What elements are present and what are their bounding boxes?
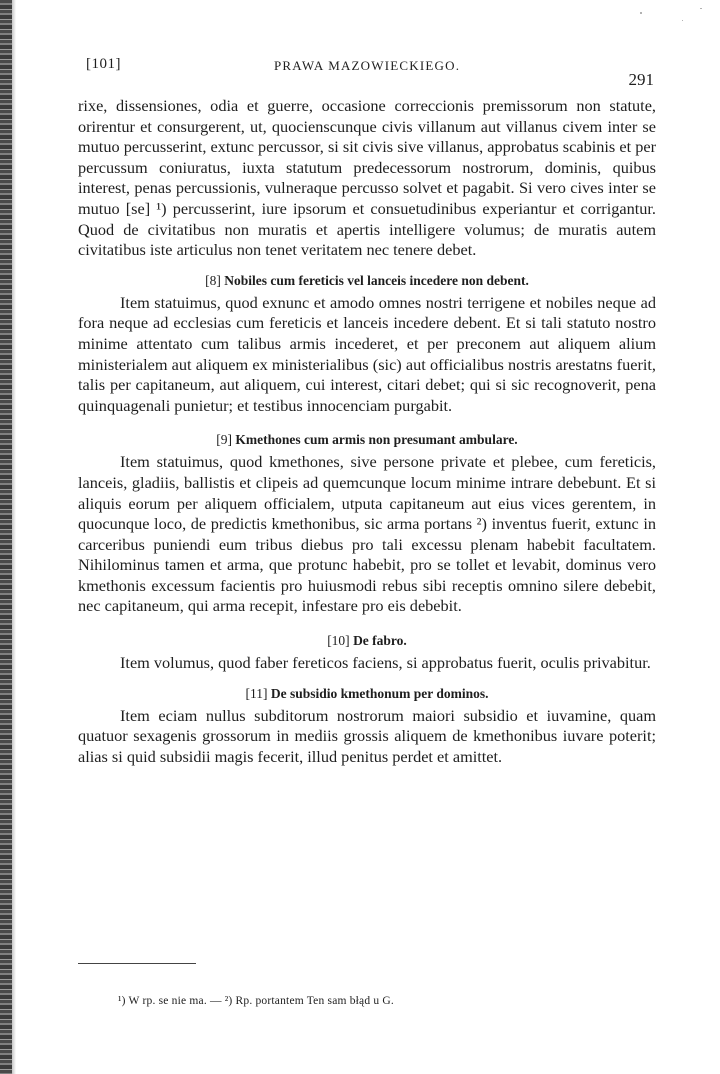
section-number: [11]: [245, 685, 268, 701]
section-heading-8: [78, 273, 656, 289]
section-heading-10: [78, 633, 656, 649]
folio-mark: [101]: [86, 56, 121, 72]
section-title: De fabro.: [353, 633, 407, 649]
footnote-divider: [78, 963, 196, 964]
footnotes: ¹) W rp. se nie ma. — ²) Rp. portantem Ten sam błąd u G.: [118, 995, 394, 1007]
section-paragraph-11: Item eciam nullus subditorum nostrorum maiori subsidio et iuvamine, quam quatuor sexagenis grossorum in mediis grossis aliquem de kmethonibus iuvare poterit; alias si quid subsidii magis fecerit, illud penitus perdet et amittet.: [78, 705, 656, 766]
section-title: Kmethones cum armis non presumant ambulare.: [235, 432, 518, 448]
section-number: [9]: [216, 432, 233, 448]
section-paragraph-8: Item statuimus, quod exnunc et amodo omnes nostri terrigene et nobiles neque ad fora neque ad ecclesias cum fereticis et lanceis incedere debent. Et si tali statuto nostro minime attentato cum talibus armis incederet, et per preconem aut aliquem alium ministerialem aut aliquem ex ministerialibus (sic) aut officialibus nostris arestatns fuerit, talis per capitaneum, aut aliquem, cui interest, citari debet; qui si sic recognoverit, pena quinquagenali punietur; et testibus innocenciam purgabit.: [78, 292, 656, 415]
page-number: 291: [628, 70, 654, 89]
section-heading-11: [78, 686, 656, 702]
scan-speck: [640, 12, 642, 14]
scan-speck: [700, 8, 702, 9]
section-paragraph-10: Item volumus, quod faber fereticos faciens, si approbatus fuerit, oculis privabitur.: [120, 653, 651, 673]
page-body: [78, 96, 656, 767]
intro-paragraph: rixe, dissensiones, odia et guerre, occasione correccionis premissorum non statute, orirentur et consurgerent, ut, quocienscunque civis villanum aut villanus civem inter se mutuo percusserint, extunc percussor, si sit civis sive villanus, approbatus scabinis et per percussum coniuratus, iuxta statutum predecessorum nostrorum, dominis, quibus interest, penas percussionis, vulneraque percusso solvet et pagabit. Si vero cives inter se mutuo [se] ¹) percusserint, iure ipsorum et consuetudinibus experiantur et corrigantur. Quod de civitatibus non muratis et apertis intelligere volumus; de muratis autem civitatibus iste articulus non tenet veritatem nec tenere debet.: [78, 96, 656, 260]
section-heading-9: [78, 432, 656, 448]
section-title: De subsidio kmethonum per dominos.: [270, 685, 489, 701]
section-paragraph-9: Item statuimus, quod kmethones, sive persone private et plebee, cum fereticis, lanceis, gladiis, ballistis et clipeis ad quemcunque locum minime intrare debebunt. Et si aliquis eorum per aliquem officialem, utputa capitaneum aut eius vices gerentem, in quocunque loco, de predictis kmethonibus, sic arma portans ²) inventus fuerit, extunc in carceribus puniendi eum tribus diebus pro tali excessu plenam habebit facultatem. Nihilominus tamen et arma, que protunc habebit, pro se tollet et levabit, dominus vero kmethonis excessum facientis pro huiusmodi rebus sibi receptis omnino silere debebit, nec capitaneum, qui arma recepit, infestare pro eis debebit.: [78, 452, 656, 616]
page-binding-edge: [0, 0, 12, 1074]
section-number: [8]: [205, 272, 221, 288]
running-title: PRAWA MAZOWIECKIEGO.: [274, 58, 461, 73]
scan-speck: [682, 20, 683, 21]
running-header: [86, 56, 666, 96]
section-number: [10]: [327, 633, 350, 649]
section-title: Nobiles cum fereticis vel lanceis incedere non debent.: [224, 272, 529, 288]
